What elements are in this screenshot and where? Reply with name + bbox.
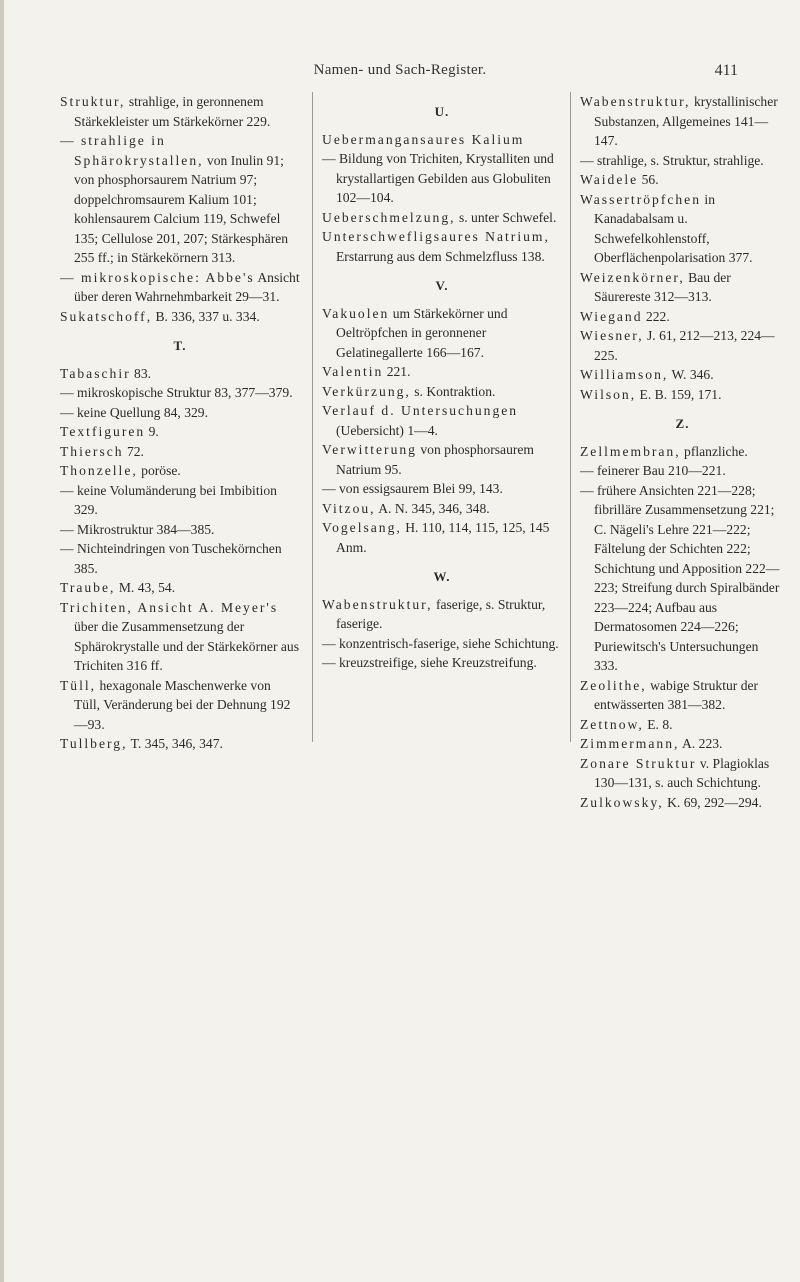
entry-text: M. 43, 54. bbox=[115, 580, 176, 595]
index-entry bbox=[580, 754, 785, 793]
section-letter: V. bbox=[435, 278, 449, 293]
entry-text: (Uebersicht) 1—4. bbox=[336, 422, 438, 438]
index-entry bbox=[580, 190, 785, 268]
entry-text: — Mikrostruktur 384—385. bbox=[60, 521, 215, 537]
index-entry bbox=[322, 208, 562, 228]
entry-headword: Wiesner, bbox=[580, 328, 644, 343]
entry-text: E. B. 159, 171. bbox=[636, 386, 722, 402]
entry-text: A. N. 345, 346, 348. bbox=[375, 500, 490, 516]
index-entry bbox=[580, 307, 785, 327]
entry-headword: Verwitterung bbox=[322, 442, 417, 457]
index-entry bbox=[60, 676, 300, 735]
entry-headword: Valentin bbox=[322, 364, 384, 379]
entry-text: in Kanadabalsam u. Schwefelkohlenstoff, Oberflächenpolarisation 377. bbox=[594, 191, 753, 265]
entry-text: J. 61, 212—213, 224—225. bbox=[594, 328, 775, 363]
section-letter: W. bbox=[433, 569, 451, 584]
entry-headword: Vogelsang, bbox=[322, 520, 402, 535]
entry-text: wabige Struktur der entwässerten 381—382. bbox=[594, 677, 759, 712]
entry-text: — mikroskopische Struktur 83, 377—379. bbox=[60, 385, 293, 400]
index-entry bbox=[580, 170, 785, 190]
index-entry bbox=[322, 382, 562, 402]
index-entry bbox=[60, 422, 300, 442]
entry-headword: Thiersch bbox=[60, 443, 124, 459]
index-entry bbox=[322, 362, 562, 382]
index-entry bbox=[60, 539, 300, 578]
entry-text: — keine Quellung 84, 329. bbox=[60, 404, 208, 420]
index-entry bbox=[580, 481, 785, 676]
index-entry bbox=[60, 307, 300, 327]
index-entry bbox=[60, 364, 300, 384]
index-entry bbox=[60, 92, 300, 131]
entry-headword: Zettnow, bbox=[580, 716, 644, 732]
entry-text: — strahlige, s. Struktur, strahlige. bbox=[580, 152, 764, 168]
entry-headword: Williamson, bbox=[580, 367, 669, 382]
index-entry bbox=[322, 479, 562, 499]
index-entry bbox=[322, 401, 562, 440]
page-header bbox=[0, 62, 800, 84]
entry-text: — von essigsaurem Blei 99, 143. bbox=[322, 481, 503, 496]
entry-text: 56. bbox=[638, 172, 659, 187]
entry-headword: Verlauf d. Untersuchungen bbox=[322, 403, 519, 418]
entry-text: H. 110, 114, 115, 125, 145 Anm. bbox=[336, 520, 550, 555]
index-entry bbox=[322, 518, 562, 557]
entry-text: s. unter Schwefel. bbox=[455, 209, 557, 225]
entry-headword: Vitzou, bbox=[322, 500, 376, 516]
entry-text: — Nichteindringen von Tuschekörnchen 385. bbox=[60, 541, 282, 576]
entry-text: von Inulin 91; von phosphorsaurem Natrium 97; doppelchromsaurem Kalium 101; kohlensaurem Calcium 119, Schwefel 135; Cellulose 201, 207; Stärkesphären 255 ff.; in Stärkekörnern 313. bbox=[74, 152, 289, 265]
index-column-2 bbox=[322, 92, 562, 673]
index-entry bbox=[60, 442, 300, 462]
index-entry bbox=[60, 403, 300, 423]
entry-headword: Trichiten, Ansicht A. Meyer's bbox=[60, 599, 279, 615]
entry-text: krystallinischer Substanzen, Allgemeines 141—147. bbox=[594, 94, 778, 148]
column-divider-2 bbox=[570, 92, 571, 742]
entry-text: Ansicht über deren Wahrnehmbarkeit 29—31. bbox=[74, 269, 300, 304]
column-divider-1 bbox=[312, 92, 313, 742]
index-entry bbox=[580, 793, 785, 813]
entry-headword: Tüll, bbox=[60, 677, 97, 693]
index-column-3 bbox=[580, 92, 785, 812]
entry-text: 221. bbox=[383, 364, 411, 379]
entry-text: poröse. bbox=[137, 463, 181, 478]
entry-text: um Stärkekörner und Oeltröpfchen in geronnener Gelatinegallerte 166—167. bbox=[336, 305, 508, 360]
index-entry bbox=[322, 653, 562, 673]
page-number: 411 bbox=[714, 62, 738, 79]
entry-headword: Ueberschmelzung, bbox=[322, 209, 456, 225]
entry-headword: Zeolithe, bbox=[580, 677, 647, 693]
entry-text: strahlige, in geronnenem Stärkekleister um Stärkekörner 229. bbox=[74, 94, 271, 129]
entry-headword: Wabenstruktur, bbox=[580, 94, 691, 109]
index-entry bbox=[322, 227, 562, 266]
entry-text: von phosphorsaurem Natrium 95. bbox=[336, 442, 535, 477]
entry-text: — frühere Ansichten 221—228; fibrilläre Zusammensetzung 221; C. Nägeli's Lehre 221—222; Fältelung der Schichten 222; Schichtung und Apposition 222—223; Streifung durch Spiralbänder 223—224; Aufbau aus Dermatosomen 224—226; Puriewitsch's Untersuchungen 333. bbox=[580, 482, 780, 673]
entry-headword: Zulkowsky, bbox=[580, 794, 664, 810]
index-entry bbox=[60, 131, 300, 268]
entry-headword: Sukatschoff, bbox=[60, 308, 153, 324]
entry-headword: Traube, bbox=[60, 580, 116, 595]
index-entry bbox=[322, 149, 562, 208]
entry-text: 72. bbox=[123, 443, 144, 459]
index-entry bbox=[580, 676, 785, 715]
entry-headword: Tabaschir bbox=[60, 365, 131, 381]
entry-text: faserige, s. Struktur, faserige. bbox=[336, 596, 546, 631]
index-entry bbox=[322, 304, 562, 363]
index-entry bbox=[580, 151, 785, 171]
entry-text: hexagonale Maschenwerke von Tüll, Veränderung bei der Dehnung 192—93. bbox=[74, 677, 291, 732]
entry-text: E. 8. bbox=[643, 716, 673, 732]
entry-headword: Weizenkörner, bbox=[580, 269, 685, 285]
running-title: Namen- und Sach-Register. bbox=[313, 62, 487, 78]
index-entry bbox=[60, 520, 300, 540]
entry-headword: Uebermangansaures Kalium bbox=[322, 131, 525, 147]
entry-text: über die Zusammensetzung der Sphärokrystalle und der Stärkekörner aus Trichiten 316 ff. bbox=[74, 619, 299, 673]
entry-text: — feinerer Bau 210—221. bbox=[580, 463, 726, 478]
entry-headword: Wilson, bbox=[580, 386, 637, 402]
index-entry bbox=[580, 461, 785, 481]
index-entry bbox=[60, 268, 300, 307]
entry-headword: Tullberg, bbox=[60, 736, 128, 751]
entry-text: 222. bbox=[642, 308, 670, 324]
entry-text: Erstarrung aus dem Schmelzfluss 138. bbox=[336, 248, 545, 264]
index-entry bbox=[580, 715, 785, 735]
index-entry bbox=[580, 326, 785, 365]
entry-headword: Unterschwefligsaures Natrium, bbox=[322, 229, 550, 244]
entry-text: K. 69, 292—294. bbox=[663, 794, 762, 810]
entry-text: pflanzliche. bbox=[680, 443, 748, 459]
index-entry bbox=[60, 734, 300, 754]
entry-headword: Waidele bbox=[580, 172, 639, 187]
entry-headword: Wiegand bbox=[580, 308, 643, 324]
index-column-1 bbox=[60, 92, 300, 754]
index-entry bbox=[322, 440, 562, 479]
entry-text: — keine Volumänderung bei Imbibition 329. bbox=[60, 482, 277, 517]
entry-headword: Verkürzung, bbox=[322, 383, 411, 399]
entry-text: v. Plagioklas 130—131, s. auch Schichtung. bbox=[594, 755, 770, 790]
index-entry bbox=[322, 130, 562, 150]
index-entry bbox=[322, 595, 562, 634]
index-entry bbox=[60, 481, 300, 520]
entry-headword: Wassertröpfchen bbox=[580, 191, 702, 207]
index-entry bbox=[322, 499, 562, 519]
index-entry bbox=[580, 92, 785, 151]
page-edge bbox=[0, 0, 4, 1282]
index-entry bbox=[60, 598, 300, 676]
entry-headword: Wabenstruktur, bbox=[322, 596, 433, 612]
entry-headword: — mikroskopische: Abbe's bbox=[60, 269, 255, 285]
index-entry bbox=[322, 634, 562, 654]
index-entry bbox=[60, 461, 300, 481]
entry-text: — konzentrisch-faserige, siehe Schichtung. bbox=[322, 635, 559, 651]
index-entry bbox=[580, 734, 785, 754]
section-letter: U. bbox=[434, 104, 450, 119]
entry-headword: Zellmembran, bbox=[580, 443, 681, 459]
index-entry bbox=[580, 365, 785, 385]
entry-headword: Struktur, bbox=[60, 94, 126, 109]
section-letter: Z. bbox=[675, 416, 690, 431]
entry-headword: Textfiguren bbox=[60, 424, 146, 439]
index-entry bbox=[580, 442, 785, 462]
entry-text: A. 223. bbox=[679, 736, 723, 751]
entry-text: 9. bbox=[145, 424, 159, 439]
index-entry bbox=[580, 268, 785, 307]
index-entry bbox=[60, 383, 300, 403]
entry-text: B. 336, 337 u. 334. bbox=[152, 308, 260, 324]
entry-headword: Thonzelle, bbox=[60, 463, 138, 478]
entry-headword: Vakuolen bbox=[322, 305, 390, 321]
index-entry bbox=[60, 578, 300, 598]
entry-text: — kreuzstreifige, siehe Kreuzstreifung. bbox=[322, 655, 537, 670]
entry-headword: Zimmermann, bbox=[580, 736, 680, 751]
entry-text: 83. bbox=[130, 365, 152, 381]
section-letter: T. bbox=[173, 338, 187, 353]
entry-text: W. 346. bbox=[668, 367, 714, 382]
entry-text: — Bildung von Trichiten, Krystalliten und krystallartigen Gebilden aus Globuliten 102—104. bbox=[322, 151, 554, 205]
entry-text: T. 345, 346, 347. bbox=[127, 736, 223, 751]
entry-text: Bau der Säurereste 312—313. bbox=[594, 269, 731, 304]
entry-headword: — strahlige in Sphärokrystallen, bbox=[60, 133, 204, 168]
entry-text: s. Kontraktion. bbox=[410, 383, 496, 399]
index-entry bbox=[580, 385, 785, 405]
entry-headword: Zonare Struktur bbox=[580, 755, 697, 771]
